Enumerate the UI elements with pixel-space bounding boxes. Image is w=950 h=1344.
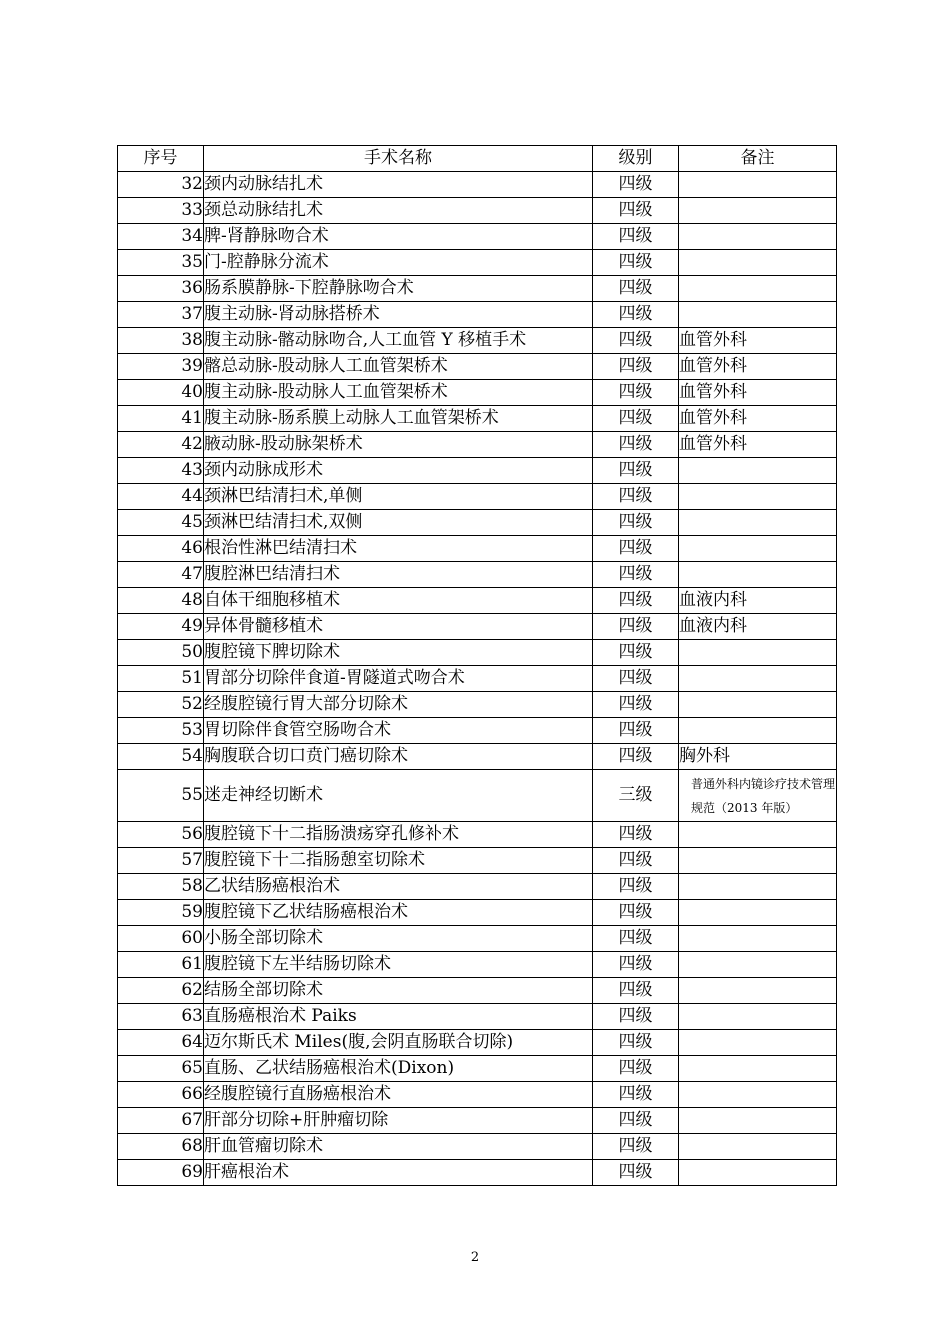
procedure-name: 颈内动脉结扎术 [204, 172, 593, 198]
procedure-name: 乙状结肠癌根治术 [204, 874, 593, 900]
table-row [118, 406, 837, 432]
table-row [118, 328, 837, 354]
table-row [118, 874, 837, 900]
procedure-name: 经腹腔镜行胃大部分切除术 [204, 692, 593, 718]
row-number: 69 [118, 1160, 204, 1186]
table-row [118, 276, 837, 302]
row-number: 56 [118, 822, 204, 848]
table-row [118, 172, 837, 198]
procedure-remark [679, 1004, 837, 1030]
procedure-level: 四级 [593, 1030, 679, 1056]
procedure-remark [679, 692, 837, 718]
row-number: 60 [118, 926, 204, 952]
row-number: 62 [118, 978, 204, 1004]
procedure-level: 四级 [593, 666, 679, 692]
procedure-remark [679, 172, 837, 198]
header-remark: 备注 [679, 146, 837, 172]
procedure-name: 髂总动脉-股动脉人工血管架桥术 [204, 354, 593, 380]
procedure-level: 四级 [593, 406, 679, 432]
procedure-name: 腹腔淋巴结清扫术 [204, 562, 593, 588]
row-number: 48 [118, 588, 204, 614]
procedure-level: 四级 [593, 536, 679, 562]
row-number: 58 [118, 874, 204, 900]
procedure-remark [679, 848, 837, 874]
procedure-remark [679, 1108, 837, 1134]
procedure-level: 四级 [593, 952, 679, 978]
procedure-level: 四级 [593, 588, 679, 614]
table-row [118, 484, 837, 510]
procedure-level: 四级 [593, 1082, 679, 1108]
row-number: 36 [118, 276, 204, 302]
procedure-name: 肝部分切除+肝肿瘤切除 [204, 1108, 593, 1134]
procedure-name: 腹腔镜下十二指肠溃疡穿孔修补术 [204, 822, 593, 848]
procedure-name: 经腹腔镜行直肠癌根治术 [204, 1082, 593, 1108]
row-number: 61 [118, 952, 204, 978]
procedure-remark [679, 1134, 837, 1160]
procedure-remark [679, 250, 837, 276]
procedure-name: 肝癌根治术 [204, 1160, 593, 1186]
procedure-level: 四级 [593, 458, 679, 484]
procedure-remark: 血液内科 [679, 614, 837, 640]
row-number: 34 [118, 224, 204, 250]
procedure-remark [679, 666, 837, 692]
procedure-remark [679, 640, 837, 666]
procedure-remark: 普通外科内镜诊疗技术管理规范（2013 年版） [679, 770, 837, 822]
table-row [118, 198, 837, 224]
procedure-name: 肝血管瘤切除术 [204, 1134, 593, 1160]
procedure-remark [679, 536, 837, 562]
table-row [118, 952, 837, 978]
procedure-name: 腹腔镜下脾切除术 [204, 640, 593, 666]
procedure-level: 四级 [593, 614, 679, 640]
table-row [118, 510, 837, 536]
table-row [118, 1160, 837, 1186]
procedure-level: 四级 [593, 172, 679, 198]
procedure-remark [679, 822, 837, 848]
procedure-remark [679, 276, 837, 302]
procedure-level: 四级 [593, 900, 679, 926]
procedure-name: 迷走神经切断术 [204, 770, 593, 822]
row-number: 55 [118, 770, 204, 822]
procedure-level: 四级 [593, 432, 679, 458]
table-row [118, 1108, 837, 1134]
procedure-level: 四级 [593, 328, 679, 354]
page-number: 2 [470, 1250, 480, 1265]
procedure-level: 四级 [593, 510, 679, 536]
procedure-level: 四级 [593, 1004, 679, 1030]
procedure-name: 肠系膜静脉-下腔静脉吻合术 [204, 276, 593, 302]
procedure-level: 四级 [593, 250, 679, 276]
procedure-name: 颈淋巴结清扫术,单侧 [204, 484, 593, 510]
table-row [118, 536, 837, 562]
table-row [118, 692, 837, 718]
table-row [118, 302, 837, 328]
table-row [118, 1082, 837, 1108]
procedure-remark: 血液内科 [679, 588, 837, 614]
table-row [118, 458, 837, 484]
row-number: 50 [118, 640, 204, 666]
table-header-row [118, 146, 837, 172]
procedure-level: 四级 [593, 1160, 679, 1186]
procedure-level: 四级 [593, 692, 679, 718]
table-row [118, 1004, 837, 1030]
procedure-remark [679, 926, 837, 952]
table-row [118, 354, 837, 380]
procedure-level: 四级 [593, 1134, 679, 1160]
row-number: 54 [118, 744, 204, 770]
table-row [118, 640, 837, 666]
procedure-name: 直肠癌根治术 Paiks [204, 1004, 593, 1030]
row-number: 39 [118, 354, 204, 380]
table-row [118, 250, 837, 276]
procedure-level: 四级 [593, 1056, 679, 1082]
table-row [118, 848, 837, 874]
procedure-name: 颈淋巴结清扫术,双侧 [204, 510, 593, 536]
procedure-name: 胃部分切除伴食道-胃隧道式吻合术 [204, 666, 593, 692]
row-number: 68 [118, 1134, 204, 1160]
procedure-name: 腋动脉-股动脉架桥术 [204, 432, 593, 458]
row-number: 67 [118, 1108, 204, 1134]
procedure-remark [679, 1082, 837, 1108]
procedure-remark [679, 510, 837, 536]
procedure-name: 自体干细胞移植术 [204, 588, 593, 614]
procedure-level: 四级 [593, 640, 679, 666]
header-level: 级别 [593, 146, 679, 172]
procedure-level: 四级 [593, 744, 679, 770]
procedure-level: 四级 [593, 302, 679, 328]
row-number: 35 [118, 250, 204, 276]
procedure-remark [679, 900, 837, 926]
table-row [118, 666, 837, 692]
table-row [118, 1056, 837, 1082]
procedure-remark [679, 484, 837, 510]
procedure-level: 四级 [593, 822, 679, 848]
procedure-name: 结肠全部切除术 [204, 978, 593, 1004]
procedure-level: 四级 [593, 1108, 679, 1134]
procedure-name: 脾-肾静脉吻合术 [204, 224, 593, 250]
procedure-level: 四级 [593, 926, 679, 952]
procedure-remark: 胸外科 [679, 744, 837, 770]
procedure-remark [679, 1030, 837, 1056]
procedure-name: 异体骨髓移植术 [204, 614, 593, 640]
table-row [118, 770, 837, 822]
table-row [118, 432, 837, 458]
procedure-remark [679, 224, 837, 250]
procedure-remark [679, 1056, 837, 1082]
procedure-remark [679, 978, 837, 1004]
procedure-name: 颈内动脉成形术 [204, 458, 593, 484]
row-number: 32 [118, 172, 204, 198]
procedure-name: 直肠、乙状结肠癌根治术(Dixon) [204, 1056, 593, 1082]
procedure-name: 腹主动脉-股动脉人工血管架桥术 [204, 380, 593, 406]
procedure-name: 腹腔镜下乙状结肠癌根治术 [204, 900, 593, 926]
procedure-name: 小肠全部切除术 [204, 926, 593, 952]
procedure-name: 迈尔斯氏术 Miles(腹,会阴直肠联合切除) [204, 1030, 593, 1056]
header-name: 手术名称 [204, 146, 593, 172]
procedure-name: 颈总动脉结扎术 [204, 198, 593, 224]
row-number: 65 [118, 1056, 204, 1082]
procedure-level: 四级 [593, 562, 679, 588]
procedure-level: 四级 [593, 224, 679, 250]
row-number: 41 [118, 406, 204, 432]
row-number: 38 [118, 328, 204, 354]
procedure-level: 四级 [593, 276, 679, 302]
row-number: 66 [118, 1082, 204, 1108]
procedure-table [117, 145, 837, 1186]
procedure-remark [679, 718, 837, 744]
row-number: 63 [118, 1004, 204, 1030]
procedure-name: 腹主动脉-肾动脉搭桥术 [204, 302, 593, 328]
row-number: 42 [118, 432, 204, 458]
procedure-remark [679, 198, 837, 224]
row-number: 47 [118, 562, 204, 588]
row-number: 51 [118, 666, 204, 692]
row-number: 43 [118, 458, 204, 484]
procedure-level: 四级 [593, 484, 679, 510]
procedure-level: 四级 [593, 380, 679, 406]
procedure-name: 腹主动脉-肠系膜上动脉人工血管架桥术 [204, 406, 593, 432]
procedure-name: 门-腔静脉分流术 [204, 250, 593, 276]
procedure-name: 腹腔镜下左半结肠切除术 [204, 952, 593, 978]
procedure-level: 四级 [593, 354, 679, 380]
procedure-remark: 血管外科 [679, 354, 837, 380]
procedure-level: 三级 [593, 770, 679, 822]
procedure-remark: 血管外科 [679, 328, 837, 354]
procedure-level: 四级 [593, 848, 679, 874]
procedure-name: 腹腔镜下十二指肠憩室切除术 [204, 848, 593, 874]
procedure-remark [679, 1160, 837, 1186]
table-row [118, 718, 837, 744]
table-body [118, 172, 837, 1186]
procedure-remark: 血管外科 [679, 432, 837, 458]
table-row [118, 926, 837, 952]
row-number: 44 [118, 484, 204, 510]
row-number: 45 [118, 510, 204, 536]
procedure-name: 胃切除伴食管空肠吻合术 [204, 718, 593, 744]
row-number: 37 [118, 302, 204, 328]
row-number: 53 [118, 718, 204, 744]
procedure-remark [679, 874, 837, 900]
table-row [118, 614, 837, 640]
table-row [118, 380, 837, 406]
table-row [118, 562, 837, 588]
procedure-name: 根治性淋巴结清扫术 [204, 536, 593, 562]
procedure-level: 四级 [593, 718, 679, 744]
row-number: 57 [118, 848, 204, 874]
procedure-level: 四级 [593, 874, 679, 900]
row-number: 46 [118, 536, 204, 562]
row-number: 52 [118, 692, 204, 718]
procedure-remark [679, 952, 837, 978]
procedure-level: 四级 [593, 978, 679, 1004]
procedure-name: 腹主动脉-髂动脉吻合,人工血管 Y 移植手术 [204, 328, 593, 354]
table-row [118, 900, 837, 926]
row-number: 64 [118, 1030, 204, 1056]
header-no: 序号 [118, 146, 204, 172]
table-row [118, 822, 837, 848]
table-row [118, 1134, 837, 1160]
table-row [118, 978, 837, 1004]
procedure-remark: 血管外科 [679, 406, 837, 432]
row-number: 59 [118, 900, 204, 926]
row-number: 49 [118, 614, 204, 640]
table-row [118, 224, 837, 250]
procedure-remark [679, 562, 837, 588]
procedure-remark [679, 458, 837, 484]
table-row [118, 744, 837, 770]
procedure-remark [679, 302, 837, 328]
row-number: 33 [118, 198, 204, 224]
table-row [118, 1030, 837, 1056]
procedure-level: 四级 [593, 198, 679, 224]
procedure-name: 胸腹联合切口贲门癌切除术 [204, 744, 593, 770]
table-row [118, 588, 837, 614]
procedure-remark: 血管外科 [679, 380, 837, 406]
row-number: 40 [118, 380, 204, 406]
